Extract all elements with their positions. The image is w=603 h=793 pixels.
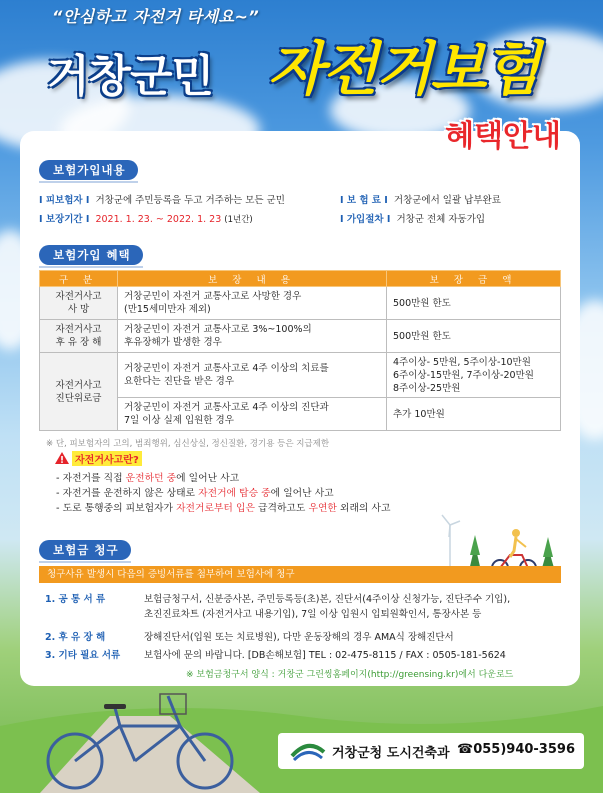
insured-value: 거창군에 주민등록을 두고 거주하는 모든 군민 xyxy=(95,195,285,206)
title-main: 자전거보험 xyxy=(268,35,539,103)
insured-label: I 피보험자 I xyxy=(39,195,90,206)
accident-bullet: - 자전거를 직접 운전하던 중에 일어난 사고 xyxy=(56,473,240,484)
row-category: 자전거사고 진단위로금 xyxy=(40,353,118,431)
enrollment-heading: 보험가입내용 xyxy=(39,160,138,180)
warning-icon xyxy=(55,452,69,464)
footer-organization: 거창군청 도시건축과 xyxy=(332,746,450,761)
row-amount: 500만원 한도 xyxy=(387,287,561,320)
claim-value: 초진진료차트 (자전거사고 내용기입), 7일 이상 입원시 입퇴원확인서, 통장사본 등 xyxy=(144,609,482,620)
insured-row xyxy=(39,192,285,206)
row-content: 거창군민이 자전거 교통사고로 사망한 경우 (만15세미만자 제외) xyxy=(118,287,387,320)
claim-label: 3. 기타 필요 서류 xyxy=(45,650,121,661)
claim-row-other xyxy=(45,647,565,661)
claim-value: 보험사에 문의 바랍니다. [DB손해보험] TEL : 02-475-8115 / FAX : 0505-181-5624 xyxy=(144,650,506,661)
row-amount: 추가 10만원 xyxy=(387,398,561,431)
procedure-label: I 가입절차 I xyxy=(340,214,391,225)
period-value: 2021. 1. 23. ~ 2022. 1. 23 xyxy=(95,214,222,225)
table-row xyxy=(40,287,561,320)
table-row xyxy=(40,398,561,431)
period-note: (1년간) xyxy=(224,215,253,225)
table-header-row xyxy=(40,271,561,287)
table-row xyxy=(40,353,561,398)
period-label: I 보장기간 I xyxy=(39,214,90,225)
row-amount: 4주이상- 5만원, 5주이상-10만원 6주이상-15만원, 7주이상-20만원 8주이상-25만원 xyxy=(387,353,561,398)
table-row xyxy=(40,320,561,353)
claim-value: 장해진단서(입원 또는 치료병원), 다만 운동장해의 경우 AMA식 장해진단서 xyxy=(144,632,454,643)
col-category: 구 분 xyxy=(40,271,118,287)
slogan: “안심하고 자전거 타세요~” xyxy=(52,7,260,26)
col-content: 보 장 내 용 xyxy=(118,271,387,287)
accident-title: 자전거사고란? xyxy=(72,451,142,466)
footer-phone: ☎055)940-3596 xyxy=(457,742,575,757)
col-amount: 보 장 금 액 xyxy=(387,271,561,287)
row-content: 거창군민이 자전거 교통사고로 3%~100%의 후유장해가 발생한 경우 xyxy=(118,320,387,353)
row-category: 자전거사고 후 유 장 해 xyxy=(40,320,118,353)
subtitle: 혜택안내 xyxy=(445,119,561,154)
restriction-note: ※ 단, 피보험자의 고의, 범죄행위, 심신상실, 정신질환, 경기용 등은 지급제한 xyxy=(46,439,330,449)
claim-label: 2. 후 유 장 해 xyxy=(45,632,106,643)
premium-row xyxy=(340,192,501,206)
row-content: 거창군민이 자전거 교통사고로 4주 이상의 치료를 요한다는 진단을 받은 경우 xyxy=(118,353,387,398)
claim-value: 보험금청구서, 신분증사본, 주민등록등(초)본, 진단서(4주이상 신청가능, 진단주수 기입), xyxy=(144,594,511,605)
procedure-value: 거창군 전체 자동가입 xyxy=(396,214,486,225)
row-amount: 500만원 한도 xyxy=(387,320,561,353)
claim-footnote: ※ 보험금청구서 양식 : 거창군 그린씽홈페이지(http://greensing.kr)에서 다운로드 xyxy=(186,670,514,680)
benefits-table xyxy=(39,270,561,431)
claim-row-disability xyxy=(45,629,565,643)
claim-label: 1. 공 통 서 류 xyxy=(45,594,106,605)
claim-heading: 보험금 청구 xyxy=(39,540,131,560)
accident-bullet: - 도로 통행중의 피보험자가 자전거로부터 입은 급격하고도 우연한 외래의 사고 xyxy=(56,503,391,514)
row-category: 자전거사고 사 망 xyxy=(40,287,118,320)
premium-value: 거창군에서 일괄 납부완료 xyxy=(393,195,501,206)
premium-label: I 보 험 료 I xyxy=(340,195,388,206)
period-row xyxy=(39,211,253,225)
accident-bullet: - 자전거를 운전하지 않은 상태로 자전거에 탑승 중에 일어난 사고 xyxy=(56,488,334,499)
procedure-row xyxy=(340,211,485,225)
claim-instruction-bar: 청구사유 발생시 다음의 증빙서류를 첨부하여 보험사에 청구 xyxy=(39,566,561,583)
benefits-heading: 보험가입 혜택 xyxy=(39,245,143,265)
row-content: 거창군민이 자전거 교통사고로 4주 이상의 진단과 7일 이상 실제 입원한 경우 xyxy=(118,398,387,431)
geochang-logo-icon xyxy=(290,738,326,764)
claim-row-common xyxy=(45,591,565,621)
title-region: 거창군민 xyxy=(47,51,214,102)
